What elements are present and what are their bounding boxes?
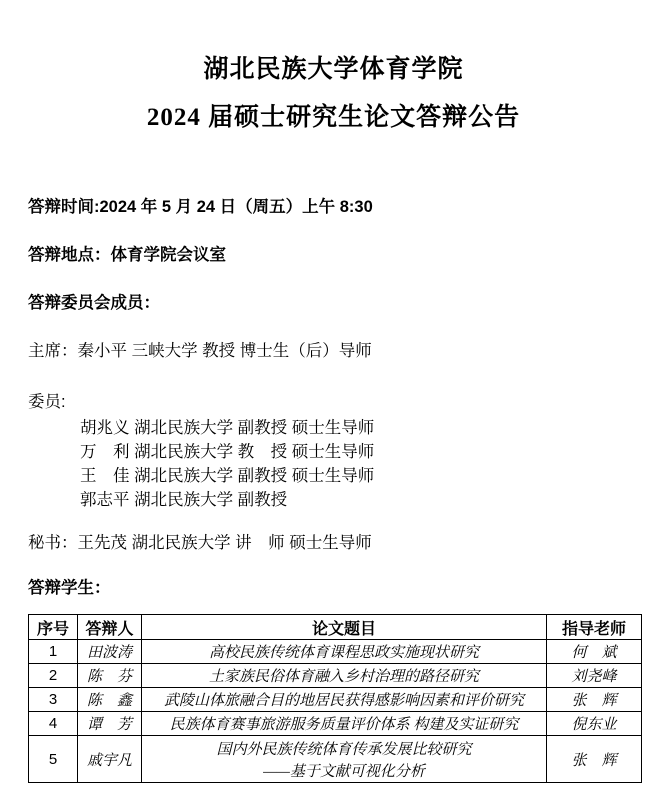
thesis-title: 民族体育赛事旅游服务质量评价体系 构建及实证研究 [142, 712, 547, 736]
table-row [29, 640, 642, 664]
row-index: 1 [29, 640, 78, 664]
defense-location-line: 答辩地点：体育学院会议室 [28, 246, 226, 264]
advisor-name: 张 辉 [547, 736, 642, 783]
col-header-advisor: 指导老师 [547, 615, 642, 640]
defender-name: 谭 芳 [78, 712, 142, 736]
col-header-defender: 答辩人 [78, 615, 142, 640]
students-heading: 答辩学生： [28, 579, 111, 597]
thesis-title [142, 736, 547, 783]
row-index: 3 [29, 688, 78, 712]
col-header-index: 序号 [29, 615, 78, 640]
table-row [29, 712, 642, 736]
announcement-document [0, 46, 667, 795]
defense-time-line: 答辩时间:2024 年 5 月 24 日（周五）上午 8:30 [28, 198, 373, 216]
thesis-title: 土家族民俗体育融入乡村治理的路径研究 [142, 664, 547, 688]
row-index: 2 [29, 664, 78, 688]
thesis-title: 武陵山体旅融合目的地居民获得感影响因素和评价研究 [142, 688, 547, 712]
students-table [28, 614, 642, 783]
title-line-2: 2024 届硕士研究生论文答辩公告 [146, 104, 521, 131]
advisor-name: 倪东业 [547, 712, 642, 736]
defender-name: 田波涛 [78, 640, 142, 664]
committee-members-heading: 答辩委员会成员： [28, 294, 160, 312]
advisor-name: 刘尧峰 [547, 664, 642, 688]
table-row [29, 688, 642, 712]
col-header-thesis-title: 论文题目 [142, 615, 547, 640]
title-line-1: 湖北民族大学体育学院 [203, 56, 464, 83]
thesis-title: 高校民族传统体育课程思政实施现状研究 [142, 640, 547, 664]
members-list [28, 416, 639, 512]
defender-name: 陈 鑫 [78, 688, 142, 712]
members-label: 委员: [28, 393, 66, 411]
thesis-title-line-1: 国内外民族传统体育传承发展比较研究 [216, 741, 472, 758]
row-index: 5 [29, 736, 78, 783]
member-item: 胡兆义 湖北民族大学 副教授 硕士生导师 [80, 419, 375, 437]
defender-name: 戚宇凡 [78, 736, 142, 783]
member-item: 王 佳 湖北民族大学 副教授 硕士生导师 [80, 467, 375, 485]
thesis-title-line-2: ——基于文献可视化分析 [263, 763, 425, 780]
member-item: 郭志平 湖北民族大学 副教授 [80, 491, 288, 509]
advisor-name: 何 斌 [547, 640, 642, 664]
page-title [28, 46, 639, 142]
chair-line: 主席：秦小平 三峡大学 教授 博士生（后）导师 [28, 342, 372, 360]
secretary-line: 秘书：王先茂 湖北民族大学 讲 师 硕士生导师 [28, 534, 372, 552]
table-row [29, 664, 642, 688]
table-row [29, 736, 642, 783]
advisor-name: 张 辉 [547, 688, 642, 712]
row-index: 4 [29, 712, 78, 736]
students-table-header [29, 615, 642, 640]
member-item: 万 利 湖北民族大学 教 授 硕士生导师 [80, 443, 375, 461]
defender-name: 陈 芬 [78, 664, 142, 688]
